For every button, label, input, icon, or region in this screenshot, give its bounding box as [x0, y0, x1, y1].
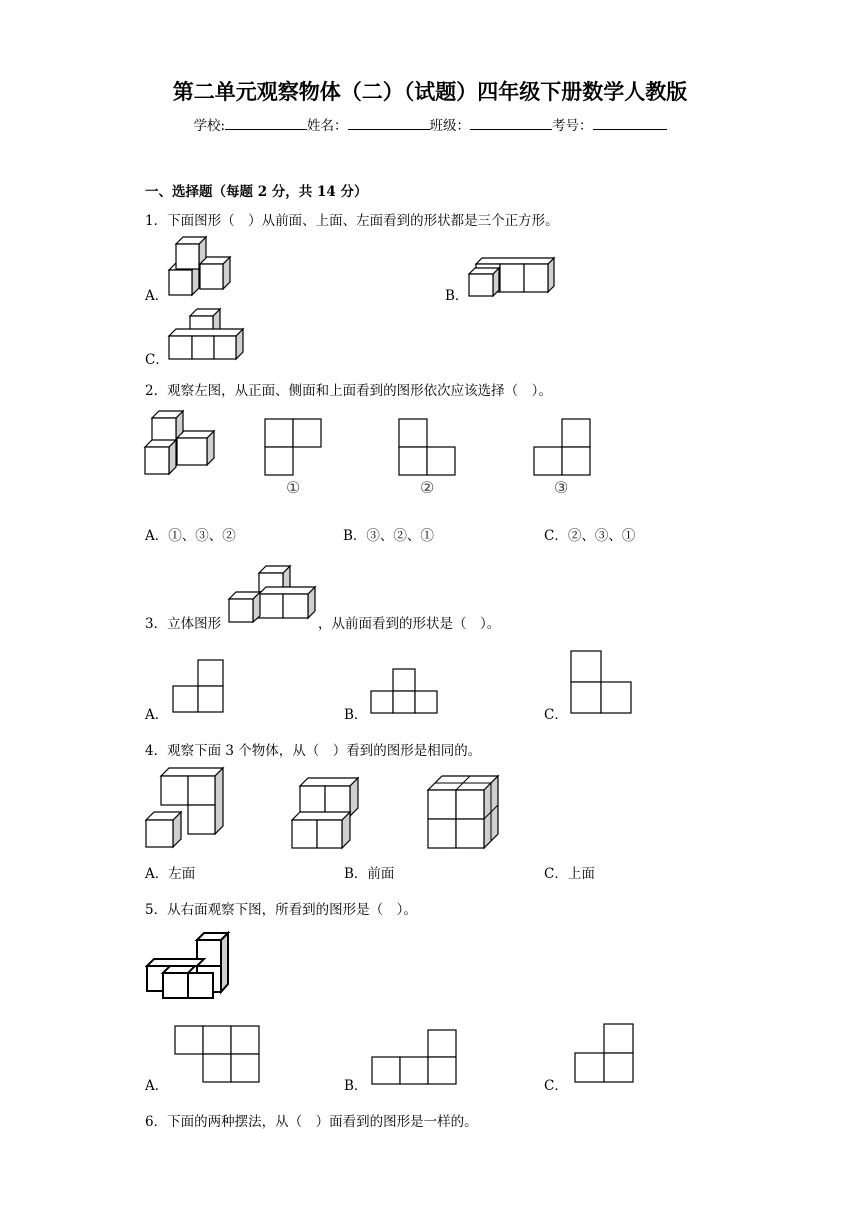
question-5-text: 5．从右面观察下图，所看到的图形是（ ）。 [145, 902, 417, 918]
student-info-line [0, 114, 860, 134]
q2-label-1: ① [286, 478, 301, 497]
q5-option-a-label[interactable]: A． [145, 1078, 169, 1094]
q2-label-2: ② [420, 478, 435, 497]
q2-option-c[interactable]: C．②、③、① [544, 528, 636, 544]
q5-option-c-figure [574, 1023, 636, 1083]
q4-object-2-figure [290, 776, 362, 850]
q1-option-a-cubes-figure [168, 234, 238, 298]
question-6-text: 6．下面的两种摆法，从（ ）面看到的图形是一样的。 [145, 1114, 478, 1130]
q3-solid-figure [228, 558, 320, 624]
question-3-text-after: ，从前面看到的形状是（ ）。 [318, 616, 501, 632]
q4-option-c[interactable]: C．上面 [544, 866, 595, 882]
q4-object-3-figure [426, 774, 500, 850]
q5-option-b-label[interactable]: B． [344, 1078, 368, 1094]
q2-label-3: ③ [554, 478, 569, 497]
q1-option-c-cubes-figure [168, 304, 248, 362]
q2-view-2-figure [398, 418, 458, 476]
q4-option-a[interactable]: A．左面 [145, 866, 196, 882]
section-heading: 一、选择题（每题 2 分，共 14 分） [145, 184, 368, 200]
q5-option-b-figure [371, 1029, 459, 1085]
q3-option-b-label[interactable]: B． [344, 707, 368, 723]
q5-option-a-figure [174, 1025, 262, 1085]
q2-option-b[interactable]: B．③、②、① [343, 528, 434, 544]
school-blank[interactable] [225, 115, 307, 130]
page-title: 第二单元观察物体（二）（试题）四年级下册数学人教版 [172, 80, 688, 104]
question-1-text: 1．下面图形（ ）从前面、上面、左面看到的形状都是三个正方形。 [145, 213, 559, 229]
q1-option-b-cubes-figure [468, 256, 578, 298]
q3-option-c-label[interactable]: C． [544, 707, 568, 723]
class-label: 班级： [429, 118, 471, 134]
q3-option-a-label[interactable]: A． [145, 707, 169, 723]
q1-option-b-label[interactable]: B． [445, 288, 469, 304]
q5-cubes-figure [145, 932, 233, 1002]
q4-option-b[interactable]: B．前面 [344, 866, 395, 882]
q2-view-3-figure [533, 418, 593, 476]
q4-object-1-figure [143, 766, 227, 850]
q1-option-a-label[interactable]: A． [145, 288, 169, 304]
q3-option-a-figure [172, 659, 226, 715]
name-label: 姓名： [307, 118, 348, 134]
exam-number-label: 考号： [552, 118, 593, 134]
q3-option-b-figure [370, 668, 440, 716]
class-blank[interactable] [470, 115, 552, 130]
q2-option-a[interactable]: A．①、③、② [145, 528, 236, 544]
q2-view-1-figure [264, 418, 324, 476]
name-blank[interactable] [348, 115, 430, 130]
question-4-text: 4．观察下面 3 个物体，从（ ）看到的图形是相同的。 [145, 743, 482, 759]
q2-cubes-figure [143, 404, 219, 478]
q5-option-c-label[interactable]: C． [544, 1078, 568, 1094]
q3-option-c-figure [570, 650, 634, 716]
school-label: 学校: [193, 118, 226, 134]
exam-number-blank[interactable] [593, 115, 667, 130]
question-3-text-before: 3．立体图形 [145, 616, 222, 632]
question-2-text: 2．观察左图，从正面、侧面和上面看到的图形依次应该选择（ ）。 [145, 383, 552, 399]
q1-option-c-label[interactable]: C． [145, 352, 169, 368]
